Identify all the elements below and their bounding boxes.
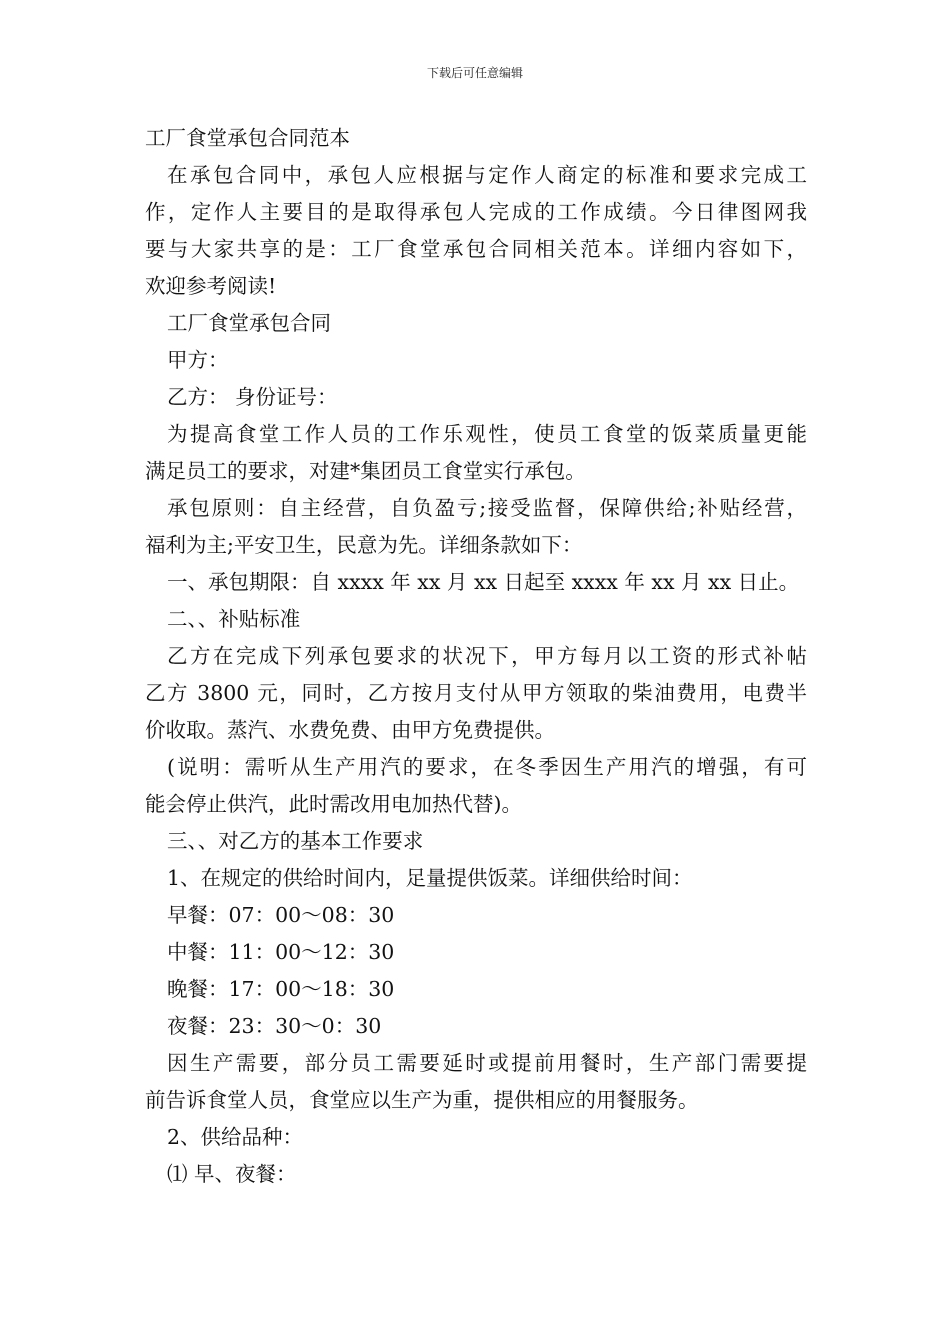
paragraph-line: 因生产需要，部分员工需要延时或提前用餐时，生产部门需要提 (167, 1051, 807, 1075)
paragraph-line: 为提高食堂工作人员的工作乐观性，使员工食堂的饭菜质量更能 (167, 422, 807, 446)
paragraph-line: 欢迎参考阅读! (145, 274, 277, 298)
paragraph-line: 2、供给品种： (167, 1125, 304, 1149)
contract-heading: 工厂食堂承包合同 (167, 311, 331, 335)
party-a-line: 甲方： (167, 348, 229, 372)
paragraph-line: 要与大家共享的是：工厂食堂承包合同相关范本。详细内容如下， (145, 237, 807, 261)
paragraph-line: 前告诉食堂人员，食堂应以生产为重，提供相应的用餐服务。 (145, 1088, 699, 1112)
paragraph-line: 作，定作人主要目的是取得承包人完成的工作成绩。今日律图网我 (145, 200, 807, 224)
meal-time-night: 夜餐：23：30～0：30 (167, 1014, 382, 1038)
paragraph-line: 承包原则：自主经营，自负盈亏;接受监督，保障供给;补贴经营， (167, 496, 807, 520)
clause-heading: 三、、对乙方的基本工作要求 (167, 829, 424, 853)
meal-time-lunch: 中餐：11：00～12：30 (167, 940, 395, 964)
paragraph-line: 能会停止供汽，此时需改用电加热代替)。 (145, 792, 522, 816)
clause-heading: 二、、补贴标准 (167, 607, 301, 631)
clause-term: 一、承包期限：自 xxxx 年 xx 月 xx 日起至 xxxx 年 xx 月 xx 日止。 (167, 570, 800, 594)
document-title: 工厂食堂承包合同范本 (145, 126, 350, 150)
paragraph-line: 乙方 3800 元，同时，乙方按月支付从甲方领取的柴油费用，电费半 (145, 681, 807, 705)
meal-time-dinner: 晚餐：17：00～18：30 (167, 977, 395, 1001)
paragraph-line: (说明：需听从生产用汽的要求，在冬季因生产用汽的增强，有可 (167, 755, 807, 779)
header-note: 下载后可任意编辑 (426, 66, 523, 80)
paragraph-line: 在承包合同中，承包人应根据与定作人商定的标准和要求完成工 (167, 163, 807, 187)
paragraph-line: 满足员工的要求，对建*集团员工食堂实行承包。 (145, 459, 586, 483)
paragraph-line: ⑴ 早、夜餐： (167, 1162, 297, 1186)
paragraph-line: 1、在规定的供给时间内，足量提供饭菜。详细供给时间： (167, 866, 693, 890)
paragraph-line: 乙方在完成下列承包要求的状况下，甲方每月以工资的形式补帖 (167, 644, 807, 668)
paragraph-line: 价收取。蒸汽、水费免费、由甲方免费提供。 (145, 718, 555, 742)
paragraph-line: 福利为主;平安卫生，民意为先。详细条款如下： (145, 533, 583, 557)
document-body (145, 120, 807, 1193)
party-b-line: 乙方： 身份证号： (167, 385, 338, 409)
meal-time-breakfast: 早餐：07：00～08：30 (167, 903, 395, 927)
